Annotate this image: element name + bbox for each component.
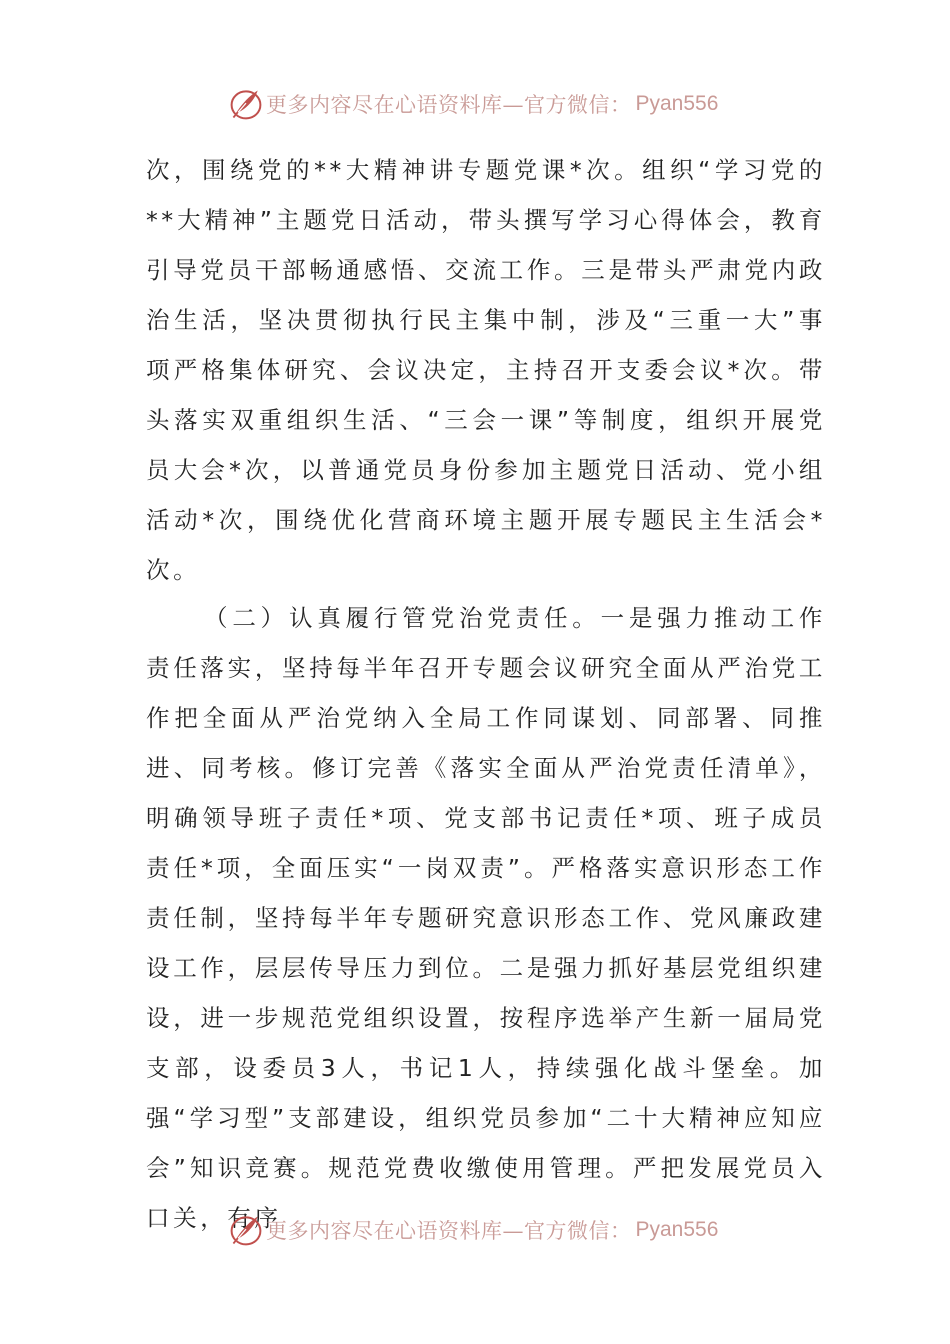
- watermark-text: 更多内容尽在心语资料库—官方微信：: [266, 1219, 632, 1243]
- paragraph-section-two: （二）认真履行管党治党责任。一是强力推动工作责任落实，坚持每半年召开专题会议研究全面从严治党工作把全面从严治党纳入全局工作同谋划、同部署、同推进、同考核。修订完善《落实全面从严治党责任清单》，明确领导班子责任*项、党支部书记责任*项、班子成员责任*项，全面压实“一岗双责”。严格落实意识形态工作责任制，坚持每半年专题研究意识形态工作、党风廉政建设工作，层层传导压力到位。二是强力抓好基层党组织建设，进一步规范党组织设置，按程序选举产生新一届局党支部，设委员3人，书记1人，持续强化战斗堡垒。加强“学习型”支部建设，组织党员参加“二十大精神应知应会”知识竞赛。规范党费收缴使用管理。严把发展党员入口关，有序: [146, 604, 826, 1232]
- footer-watermark: [228, 1210, 718, 1250]
- watermark-text: 更多内容尽在心语资料库—官方微信：: [266, 93, 632, 117]
- feather-pen-logo-icon: [228, 86, 264, 122]
- feather-pen-logo-icon: [228, 1212, 264, 1248]
- header-watermark: [228, 84, 718, 124]
- watermark-wechat-id: Pyan556: [635, 1218, 719, 1241]
- watermark-wechat-id: Pyan556: [635, 92, 719, 115]
- paragraph-continuation: 次，围绕党的**大精神讲专题党课*次。组织“学习党的**大精神”主题党日活动，带头撰写学习心得体会，教育引导党员干部畅通感悟、交流工作。三是带头严肃党内政治生活，坚决贯彻执行民主集中制，涉及“三重一大”事项严格集体研究、会议决定，主持召开支委会议*次。带头落实双重组织生活、“三会一课”等制度，组织开展党员大会*次，以普通党员身份参加主题党日活动、党小组活动*次，围绕优化营商环境主题开展专题民主生活会*次。: [146, 156, 826, 584]
